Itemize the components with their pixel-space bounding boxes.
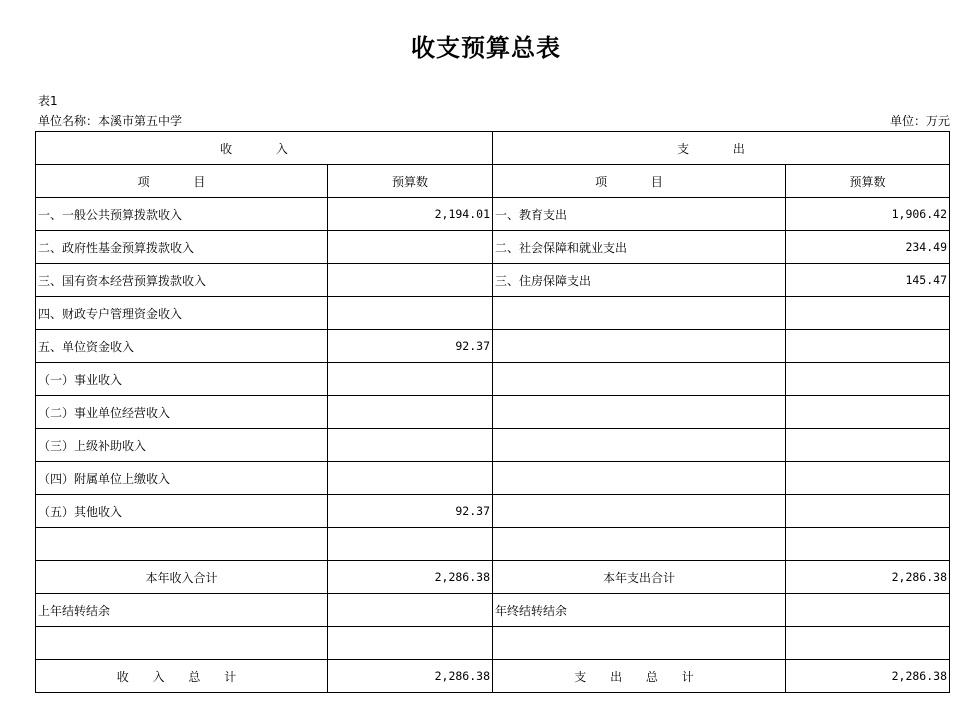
unit-name: 单位名称：本溪市第五中学 <box>38 114 183 128</box>
income-value-cell: 92.37 <box>328 495 493 528</box>
income-item-header: 项 目 <box>36 165 328 198</box>
income-item-cell: 一、一般公共预算拨款收入 <box>36 198 328 231</box>
expense-item-cell: 二、社会保障和就业支出 <box>493 231 786 264</box>
income-item-cell: （五）其他收入 <box>36 495 328 528</box>
income-value-cell: 92.37 <box>328 330 493 363</box>
table-row <box>36 495 950 528</box>
table-row <box>36 264 950 297</box>
expense-grand-total-row-value: 2,286.38 <box>786 660 950 693</box>
carry-over-row <box>36 594 950 627</box>
header-row-columns <box>36 165 950 198</box>
expense-value-cell <box>786 396 950 429</box>
income-item-cell: （一）事业收入 <box>36 363 328 396</box>
expense-value-cell: 145.47 <box>786 264 950 297</box>
expense-value-cell: 1,906.42 <box>786 198 950 231</box>
blank-cell <box>328 627 493 660</box>
income-item-cell: 二、政府性基金预算拨款收入 <box>36 231 328 264</box>
table-row <box>36 297 950 330</box>
income-value-cell <box>328 396 493 429</box>
income-value-cell <box>328 297 493 330</box>
year-total-row <box>36 561 950 594</box>
expense-value-cell <box>786 429 950 462</box>
income-year-total-row-label: 本年收入合计 <box>36 561 328 594</box>
expense-item-cell <box>493 396 786 429</box>
expense-grand-total-row-label: 支 出 总 计 <box>493 660 786 693</box>
income-value-cell <box>328 363 493 396</box>
table-row <box>36 231 950 264</box>
expense-item-cell <box>493 429 786 462</box>
unit-label: 单位：万元 <box>889 114 950 128</box>
blank-cell <box>493 627 786 660</box>
expense-budget-header: 预算数 <box>786 165 950 198</box>
expense-year-total-row-label: 本年支出合计 <box>493 561 786 594</box>
income-item-cell: （三）上级补助收入 <box>36 429 328 462</box>
expense-value-cell <box>786 528 950 561</box>
income-value-cell <box>328 528 493 561</box>
expense-value-cell <box>786 462 950 495</box>
income-carry-over-row-label: 上年结转结余 <box>36 594 328 627</box>
expense-item-cell <box>493 528 786 561</box>
income-item-cell <box>36 528 328 561</box>
table-row <box>36 429 950 462</box>
blank-cell <box>786 627 950 660</box>
expense-item-cell: 一、教育支出 <box>493 198 786 231</box>
income-grand-total-row-label: 收 入 总 计 <box>36 660 328 693</box>
expense-item-cell: 三、住房保障支出 <box>493 264 786 297</box>
income-value-cell <box>328 429 493 462</box>
income-item-cell: 三、国有资本经营预算拨款收入 <box>36 264 328 297</box>
income-value-cell <box>328 231 493 264</box>
expense-value-cell <box>786 297 950 330</box>
blank-cell <box>36 627 328 660</box>
table-row <box>36 363 950 396</box>
grand-total-row <box>36 660 950 693</box>
expense-year-total-row-value: 2,286.38 <box>786 561 950 594</box>
income-item-cell: （四）附属单位上缴收入 <box>36 462 328 495</box>
expense-item-cell <box>493 330 786 363</box>
income-budget-header: 预算数 <box>328 165 493 198</box>
table-row <box>36 198 950 231</box>
income-header: 收 入 <box>36 132 493 165</box>
table-row <box>36 396 950 429</box>
expense-item-cell <box>493 297 786 330</box>
expense-carry-over-row-value <box>786 594 950 627</box>
page-title: 收支预算总表 <box>411 33 561 62</box>
expense-value-cell <box>786 330 950 363</box>
table-row <box>36 462 950 495</box>
income-item-cell: 五、单位资金收入 <box>36 330 328 363</box>
income-grand-total-row-value: 2,286.38 <box>328 660 493 693</box>
income-item-cell: 四、财政专户管理资金收入 <box>36 297 328 330</box>
income-value-cell <box>328 264 493 297</box>
expense-header: 支 出 <box>493 132 950 165</box>
income-value-cell <box>328 462 493 495</box>
expense-value-cell <box>786 363 950 396</box>
income-value-cell: 2,194.01 <box>328 198 493 231</box>
income-carry-over-row-value <box>328 594 493 627</box>
expense-item-cell <box>493 363 786 396</box>
table-row <box>36 528 950 561</box>
table-number: 表1 <box>38 94 58 108</box>
income-year-total-row-value: 2,286.38 <box>328 561 493 594</box>
blank-row <box>36 627 950 660</box>
expense-value-cell: 234.49 <box>786 231 950 264</box>
header-row-section <box>36 132 950 165</box>
expense-item-cell <box>493 462 786 495</box>
income-item-cell: （二）事业单位经营收入 <box>36 396 328 429</box>
table-row <box>36 330 950 363</box>
expense-carry-over-row-label: 年终结转结余 <box>493 594 786 627</box>
expense-item-cell <box>493 495 786 528</box>
expense-item-header: 项 目 <box>493 165 786 198</box>
budget-table <box>35 131 950 693</box>
expense-value-cell <box>786 495 950 528</box>
